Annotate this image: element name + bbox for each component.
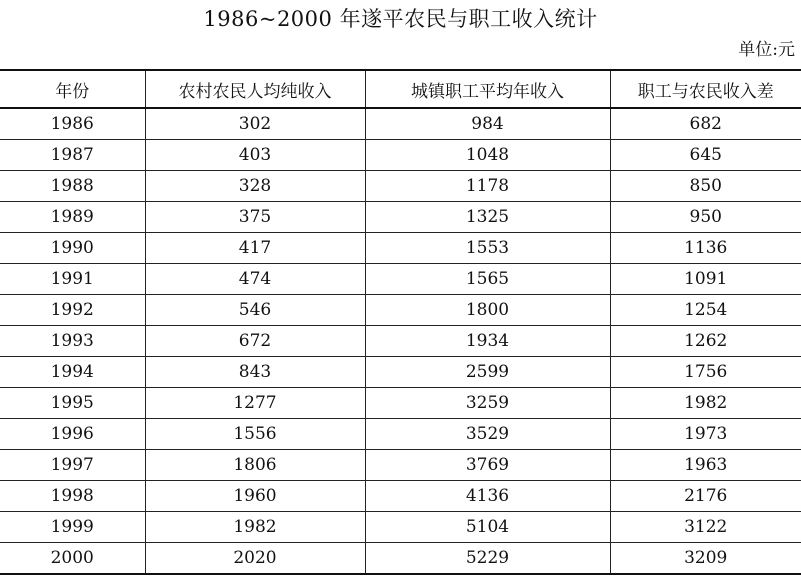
cell-urban-income: 1934 — [365, 326, 610, 357]
cell-urban-income: 2599 — [365, 357, 610, 388]
table-row — [0, 388, 801, 419]
cell-rural-income: 474 — [145, 264, 365, 295]
cell-urban-income: 1565 — [365, 264, 610, 295]
cell-income-gap: 3122 — [610, 512, 801, 543]
cell-rural-income: 328 — [145, 171, 365, 202]
cell-urban-income: 984 — [365, 108, 610, 140]
cell-urban-income: 5229 — [365, 543, 610, 575]
cell-year: 2000 — [0, 543, 145, 575]
cell-urban-income: 1800 — [365, 295, 610, 326]
cell-income-gap: 1262 — [610, 326, 801, 357]
table-row — [0, 450, 801, 481]
header-urban-income: 城镇职工平均年收入 — [365, 70, 610, 108]
cell-urban-income: 3259 — [365, 388, 610, 419]
cell-rural-income: 2020 — [145, 543, 365, 575]
cell-rural-income: 302 — [145, 108, 365, 140]
cell-rural-income: 672 — [145, 326, 365, 357]
table-row — [0, 357, 801, 388]
header-rural-income: 农村农民人均纯收入 — [145, 70, 365, 108]
cell-rural-income: 546 — [145, 295, 365, 326]
cell-year: 1998 — [0, 481, 145, 512]
table-row — [0, 140, 801, 171]
table-row — [0, 419, 801, 450]
cell-rural-income: 375 — [145, 202, 365, 233]
cell-urban-income: 1178 — [365, 171, 610, 202]
cell-year: 1993 — [0, 326, 145, 357]
cell-income-gap: 645 — [610, 140, 801, 171]
cell-income-gap: 1136 — [610, 233, 801, 264]
table-row — [0, 171, 801, 202]
cell-urban-income: 1048 — [365, 140, 610, 171]
cell-rural-income: 1806 — [145, 450, 365, 481]
cell-income-gap: 1254 — [610, 295, 801, 326]
cell-year: 1989 — [0, 202, 145, 233]
cell-income-gap: 950 — [610, 202, 801, 233]
header-income-gap: 职工与农民收入差 — [610, 70, 801, 108]
income-table — [0, 69, 801, 575]
table-row — [0, 108, 801, 140]
cell-urban-income: 5104 — [365, 512, 610, 543]
cell-income-gap: 3209 — [610, 543, 801, 575]
table-row — [0, 264, 801, 295]
cell-income-gap: 2176 — [610, 481, 801, 512]
cell-year: 1994 — [0, 357, 145, 388]
cell-rural-income: 1277 — [145, 388, 365, 419]
cell-urban-income: 1553 — [365, 233, 610, 264]
cell-year: 1986 — [0, 108, 145, 140]
cell-urban-income: 3769 — [365, 450, 610, 481]
cell-income-gap: 1973 — [610, 419, 801, 450]
cell-year: 1987 — [0, 140, 145, 171]
cell-rural-income: 1556 — [145, 419, 365, 450]
cell-year: 1991 — [0, 264, 145, 295]
table-row — [0, 512, 801, 543]
cell-income-gap: 1982 — [610, 388, 801, 419]
cell-year: 1996 — [0, 419, 145, 450]
cell-year: 1992 — [0, 295, 145, 326]
header-row — [0, 70, 801, 108]
cell-income-gap: 682 — [610, 108, 801, 140]
cell-rural-income: 843 — [145, 357, 365, 388]
cell-income-gap: 1756 — [610, 357, 801, 388]
cell-income-gap: 1091 — [610, 264, 801, 295]
cell-rural-income: 403 — [145, 140, 365, 171]
cell-rural-income: 1982 — [145, 512, 365, 543]
cell-urban-income: 1325 — [365, 202, 610, 233]
table-row — [0, 543, 801, 575]
cell-rural-income: 417 — [145, 233, 365, 264]
cell-year: 1995 — [0, 388, 145, 419]
table-row — [0, 326, 801, 357]
cell-urban-income: 3529 — [365, 419, 610, 450]
cell-year: 1990 — [0, 233, 145, 264]
cell-year: 1999 — [0, 512, 145, 543]
cell-rural-income: 1960 — [145, 481, 365, 512]
cell-income-gap: 850 — [610, 171, 801, 202]
cell-urban-income: 4136 — [365, 481, 610, 512]
cell-year: 1997 — [0, 450, 145, 481]
cell-year: 1988 — [0, 171, 145, 202]
cell-income-gap: 1963 — [610, 450, 801, 481]
unit-label: 单位:元 — [738, 40, 795, 60]
table-row — [0, 202, 801, 233]
table-row — [0, 295, 801, 326]
table-row — [0, 233, 801, 264]
table-body — [0, 108, 801, 574]
table-row — [0, 481, 801, 512]
table-title: 1986~2000 年遂平农民与职工收入统计 — [203, 7, 598, 31]
header-year: 年份 — [0, 70, 145, 108]
